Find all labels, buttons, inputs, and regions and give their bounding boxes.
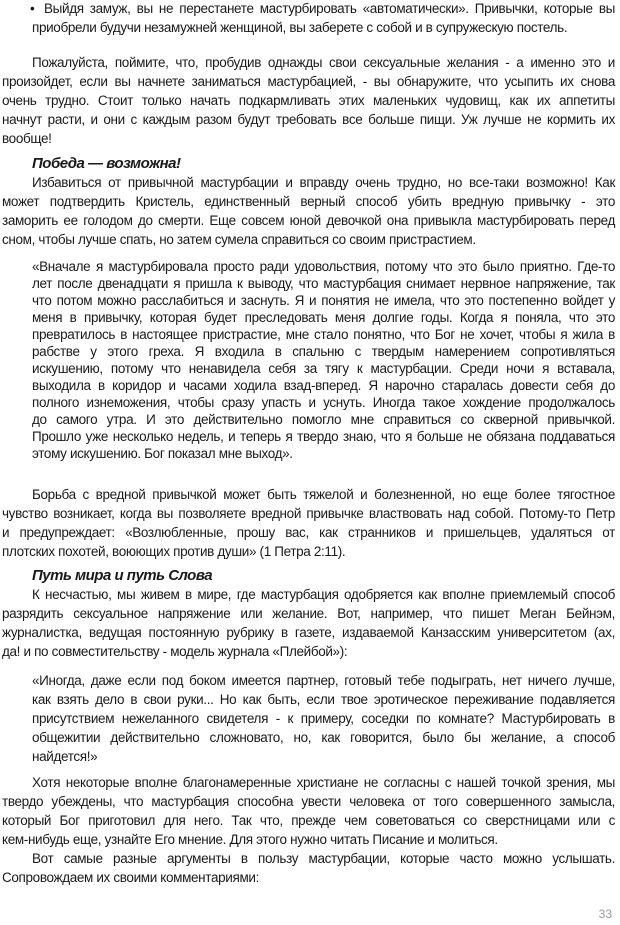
section-heading: Победа — возможна! bbox=[32, 155, 181, 172]
text-line: лет после двенадцати я пришла к выводу, что мастурбация снимает нервное напряжение, так bbox=[32, 276, 615, 291]
text-line: этому искушению. Бог показал мне выход». bbox=[32, 446, 293, 461]
text-line: который Бог приготовил для него. Так что, прежде чем советоваться со сверстницами или с bbox=[2, 813, 615, 828]
bullet-icon: • bbox=[30, 1, 35, 16]
text-line: разрядить сексуальное напряжение или желание. Вот, например, что пишет Меган Бейнэм, bbox=[2, 606, 615, 621]
text-line: присутствием нежеланного свидетеля - к примеру, соседки по комнате? Мастурбировать в bbox=[32, 711, 615, 726]
paragraph bbox=[2, 173, 615, 249]
paragraph bbox=[2, 485, 615, 561]
text-line: К несчастью, мы живем в мире, где мастурбация одобряется как вполне приемлемый способ bbox=[32, 587, 615, 602]
section-heading: Путь мира и путь Слова bbox=[32, 567, 213, 584]
text-line: Борьба с вредной привычкой может быть тяжелой и болезненной, но еще более тягостное bbox=[32, 487, 615, 502]
paragraph bbox=[2, 773, 615, 849]
text-line: Пожалуйста, поймите, что, пробудив однажды свои сексуальные желания - а именно это и bbox=[32, 55, 615, 70]
bullet-item bbox=[32, 0, 615, 37]
document-page bbox=[2, 0, 615, 887]
text-line: «Иногда, даже если под боком имеется партнер, готовый тебе подыграть, нет ничего лучше, bbox=[32, 673, 615, 688]
text-line: начнут расти, и они с каждым разом будут требовать все больше пищи. Уж лучше не кормить их bbox=[2, 112, 615, 127]
text-line: полного изнеможения, чтобы сразу упасть и уснуть. Иногда такое хождение продолжалось bbox=[32, 395, 615, 410]
text-line: и предупреждает: «Возлюбленные, прошу вас, как странников и пришельцев, удаляться от bbox=[2, 525, 615, 540]
text-line: Хотя некоторые вполне благонамеренные христиане не согласны с нашей точкой зрения, мы bbox=[32, 775, 615, 790]
text-line: Избавиться от привычной мастурбации и вправду очень трудно, но все-таки возможно! Как bbox=[32, 175, 615, 190]
text-line: произойдет, если вы начнете заниматься мастурбацией, - вы обнаружите, что усыпить их снова bbox=[2, 74, 615, 89]
page-number: 33 bbox=[598, 907, 612, 921]
text-line: что потом можно расслабиться и заснуть. Я и понятия не имела, что это постепенно войдет у bbox=[32, 293, 615, 308]
block-quote bbox=[32, 671, 615, 766]
text-line: превратилось в настоящее пристрастие, мне стало понятно, что Бог не хочет, чтобы я жила в bbox=[32, 327, 615, 342]
text-line: сном, чтобы лучше спать, но затем сумела справиться со своим пристрастием. bbox=[2, 232, 476, 247]
text-line: меня в привычку, которая будет преследовать меня долгие годы. Когда я поняла, что это bbox=[32, 310, 615, 325]
text-line: Прошло уже несколько недель, и теперь я твердо знаю, что я больше не обязана поддаваться bbox=[32, 429, 615, 444]
paragraph bbox=[2, 849, 615, 887]
text-line: общежитии действительно сложновато, но, как говорится, было бы желание, а способ bbox=[32, 730, 615, 745]
text-line: журналистка, ведущая постоянную рубрику в газете, издаваемой Канзасским университетом (ах, bbox=[2, 625, 615, 640]
text-line: выходила в коридор и часами ходила взад-вперед. Я нарочно старалась довести себя до bbox=[32, 378, 615, 393]
paragraph bbox=[2, 53, 615, 148]
text-line: чувство возникает, когда вы позволяете вредной привычке властвовать над собой. Потому-то Петр bbox=[2, 506, 615, 521]
text-line: найдется!» bbox=[32, 749, 98, 764]
text-line: твердо убеждены, что мастурбация способна увести человека от того совершенного замысла, bbox=[2, 794, 615, 809]
text-line: как взять дело в свои руки... Но как быть, если твое эротическое переживание подавляется bbox=[32, 692, 615, 707]
text-line: Сопровождаем их своими комментариями: bbox=[2, 870, 259, 885]
text-line: заморить ее голодом до смерти. Еще совсем юной девочкой она привыкла мастурбировать перед bbox=[2, 213, 615, 228]
text-line: да! и по совместительству - модель журнала «Плейбой»): bbox=[2, 644, 348, 659]
text-line: искушению, потому что ненавидела себя за тягу к мастурбации. Среди ночи я вставала, bbox=[32, 361, 615, 376]
text-line: «Вначале я мастурбировала просто ради удовольствия, потому что это было приятно. Где-то bbox=[32, 259, 615, 274]
text-line: приобрели будучи незамужней женщиной, вы заберете с собой и в супружескую постель. bbox=[32, 20, 568, 35]
text-line: рабстве у этого греха. Я входила в спальню с твердым намерением сопротивляться bbox=[32, 344, 615, 359]
text-line: плотских похотей, воюющих против души» (1 Петра 2:11). bbox=[2, 544, 346, 559]
text-line: кем-нибудь еще, узнайте Его мнение. Для этого нужно читать Писание и молиться. bbox=[2, 832, 498, 847]
text-line bbox=[32, 0, 615, 18]
block-quote bbox=[32, 258, 615, 462]
text-line: может подтвердить Кристель, единственный верный способ убить вредную привычку - это bbox=[2, 194, 615, 209]
text-line: очень трудно. Стоит только начать подкармливать этих маленьких чудовищ, как их аппетиты bbox=[2, 93, 615, 108]
text-line: вообще! bbox=[2, 131, 52, 146]
text-line: до самого утра. И это действительно помогло мне справиться со скверной привычкой. bbox=[32, 412, 615, 427]
text-line: Вот самые разные аргументы в пользу мастурбации, которые часто можно услышать. bbox=[32, 851, 615, 866]
paragraph bbox=[2, 585, 615, 661]
bullet-text: Выйдя замуж, вы не перестанете мастурбировать «автоматически». Привычки, которые вы bbox=[44, 1, 615, 16]
